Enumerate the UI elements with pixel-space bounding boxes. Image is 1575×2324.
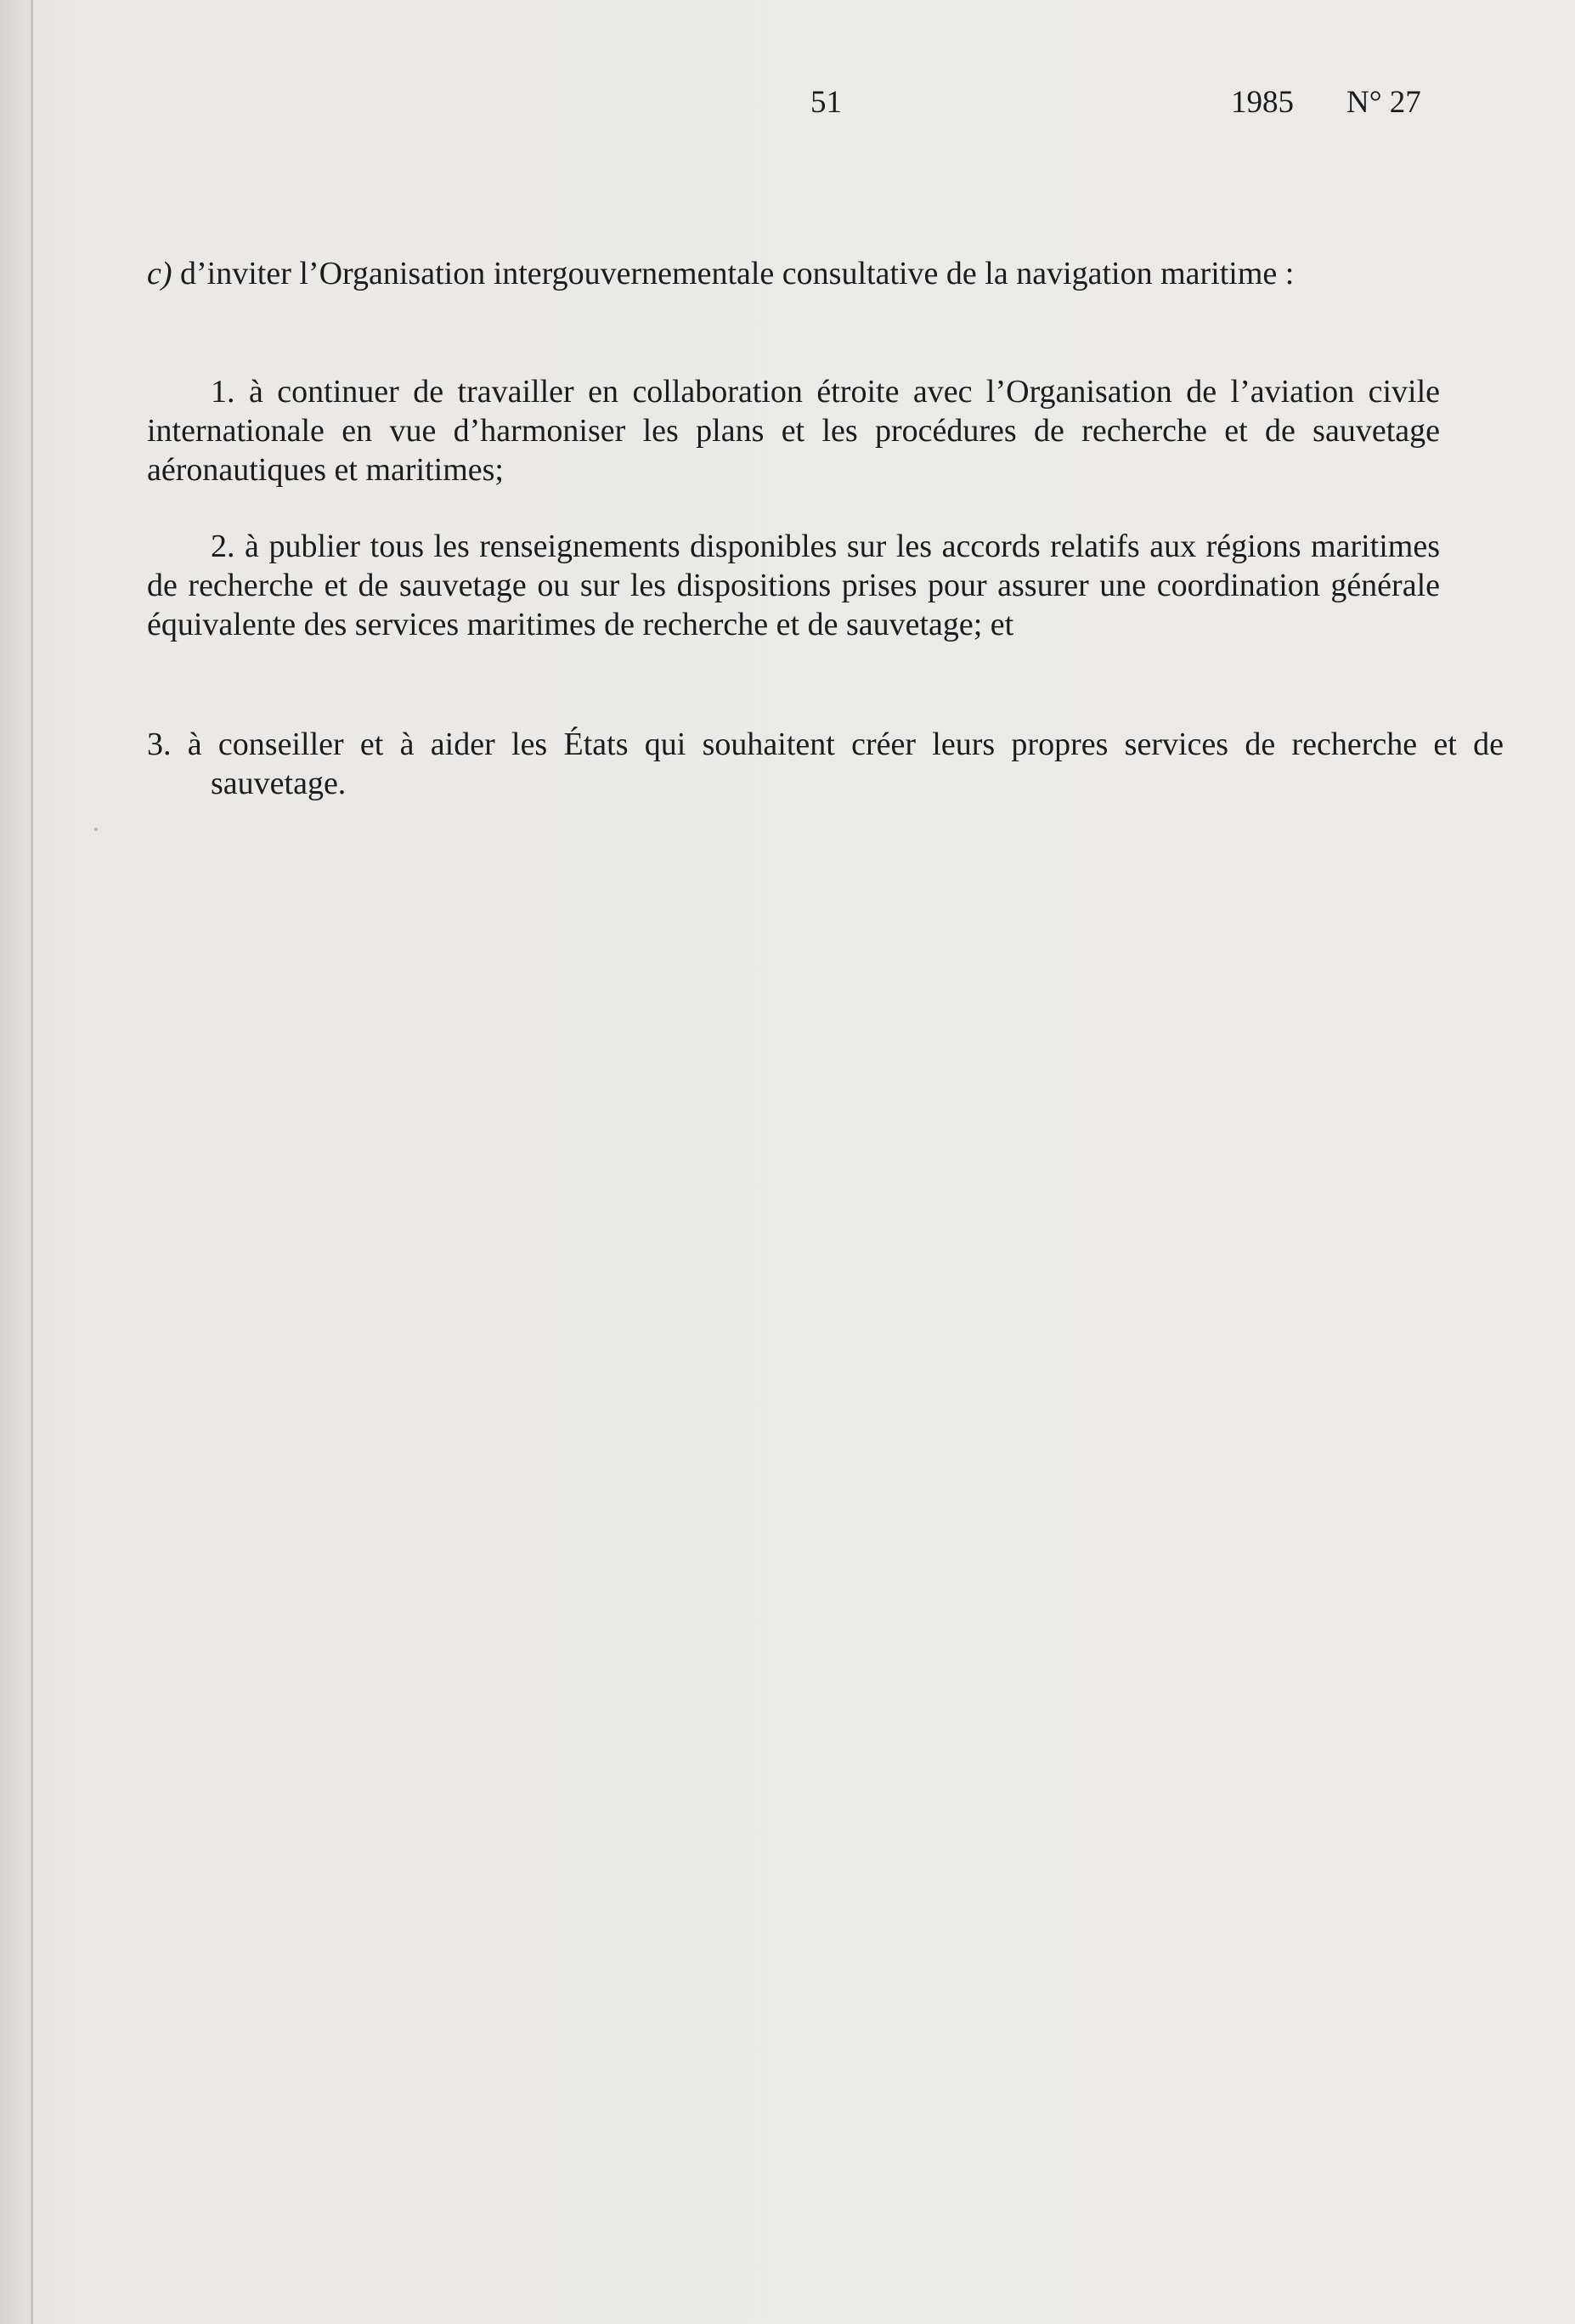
paragraph-3-text: 3. à conseiller et à aider les États qui souhaitent créer leurs propres services de recherche et de sauvetage. bbox=[147, 727, 1504, 801]
page-header bbox=[0, 82, 1575, 124]
paragraph-c-label: c) bbox=[147, 256, 172, 291]
paragraph-1 bbox=[147, 372, 1440, 489]
paragraph-2 bbox=[147, 527, 1440, 644]
page-number: 51 bbox=[810, 85, 842, 120]
paragraph-1-text: 1. à continuer de travailler en collaboration étroite avec l’Organisation de l’aviation civile internationale en vue d’harmoniser les plans et les procédures de recherche et de sauvetage aéronautiques et maritimes; bbox=[147, 374, 1440, 488]
paragraph-c bbox=[147, 254, 1504, 293]
paragraph-3 bbox=[147, 725, 1504, 803]
paragraph-2-text: 2. à publier tous les renseignements disponibles sur les accords relatifs aux régions maritimes de recherche et de sauvetage ou sur les dispositions prises pour assurer une coordination générale équivalente des services maritimes de recherche et de sauvetage; et bbox=[147, 529, 1440, 642]
paragraph-c-text: d’inviter l’Organisation intergouvernementale consultative de la navigation maritime : bbox=[180, 256, 1295, 291]
header-year: 1985 bbox=[1231, 85, 1294, 120]
scan-speck bbox=[94, 828, 98, 831]
header-treaty-number: N° 27 bbox=[1346, 85, 1421, 120]
page-binding-edge bbox=[31, 0, 33, 2324]
